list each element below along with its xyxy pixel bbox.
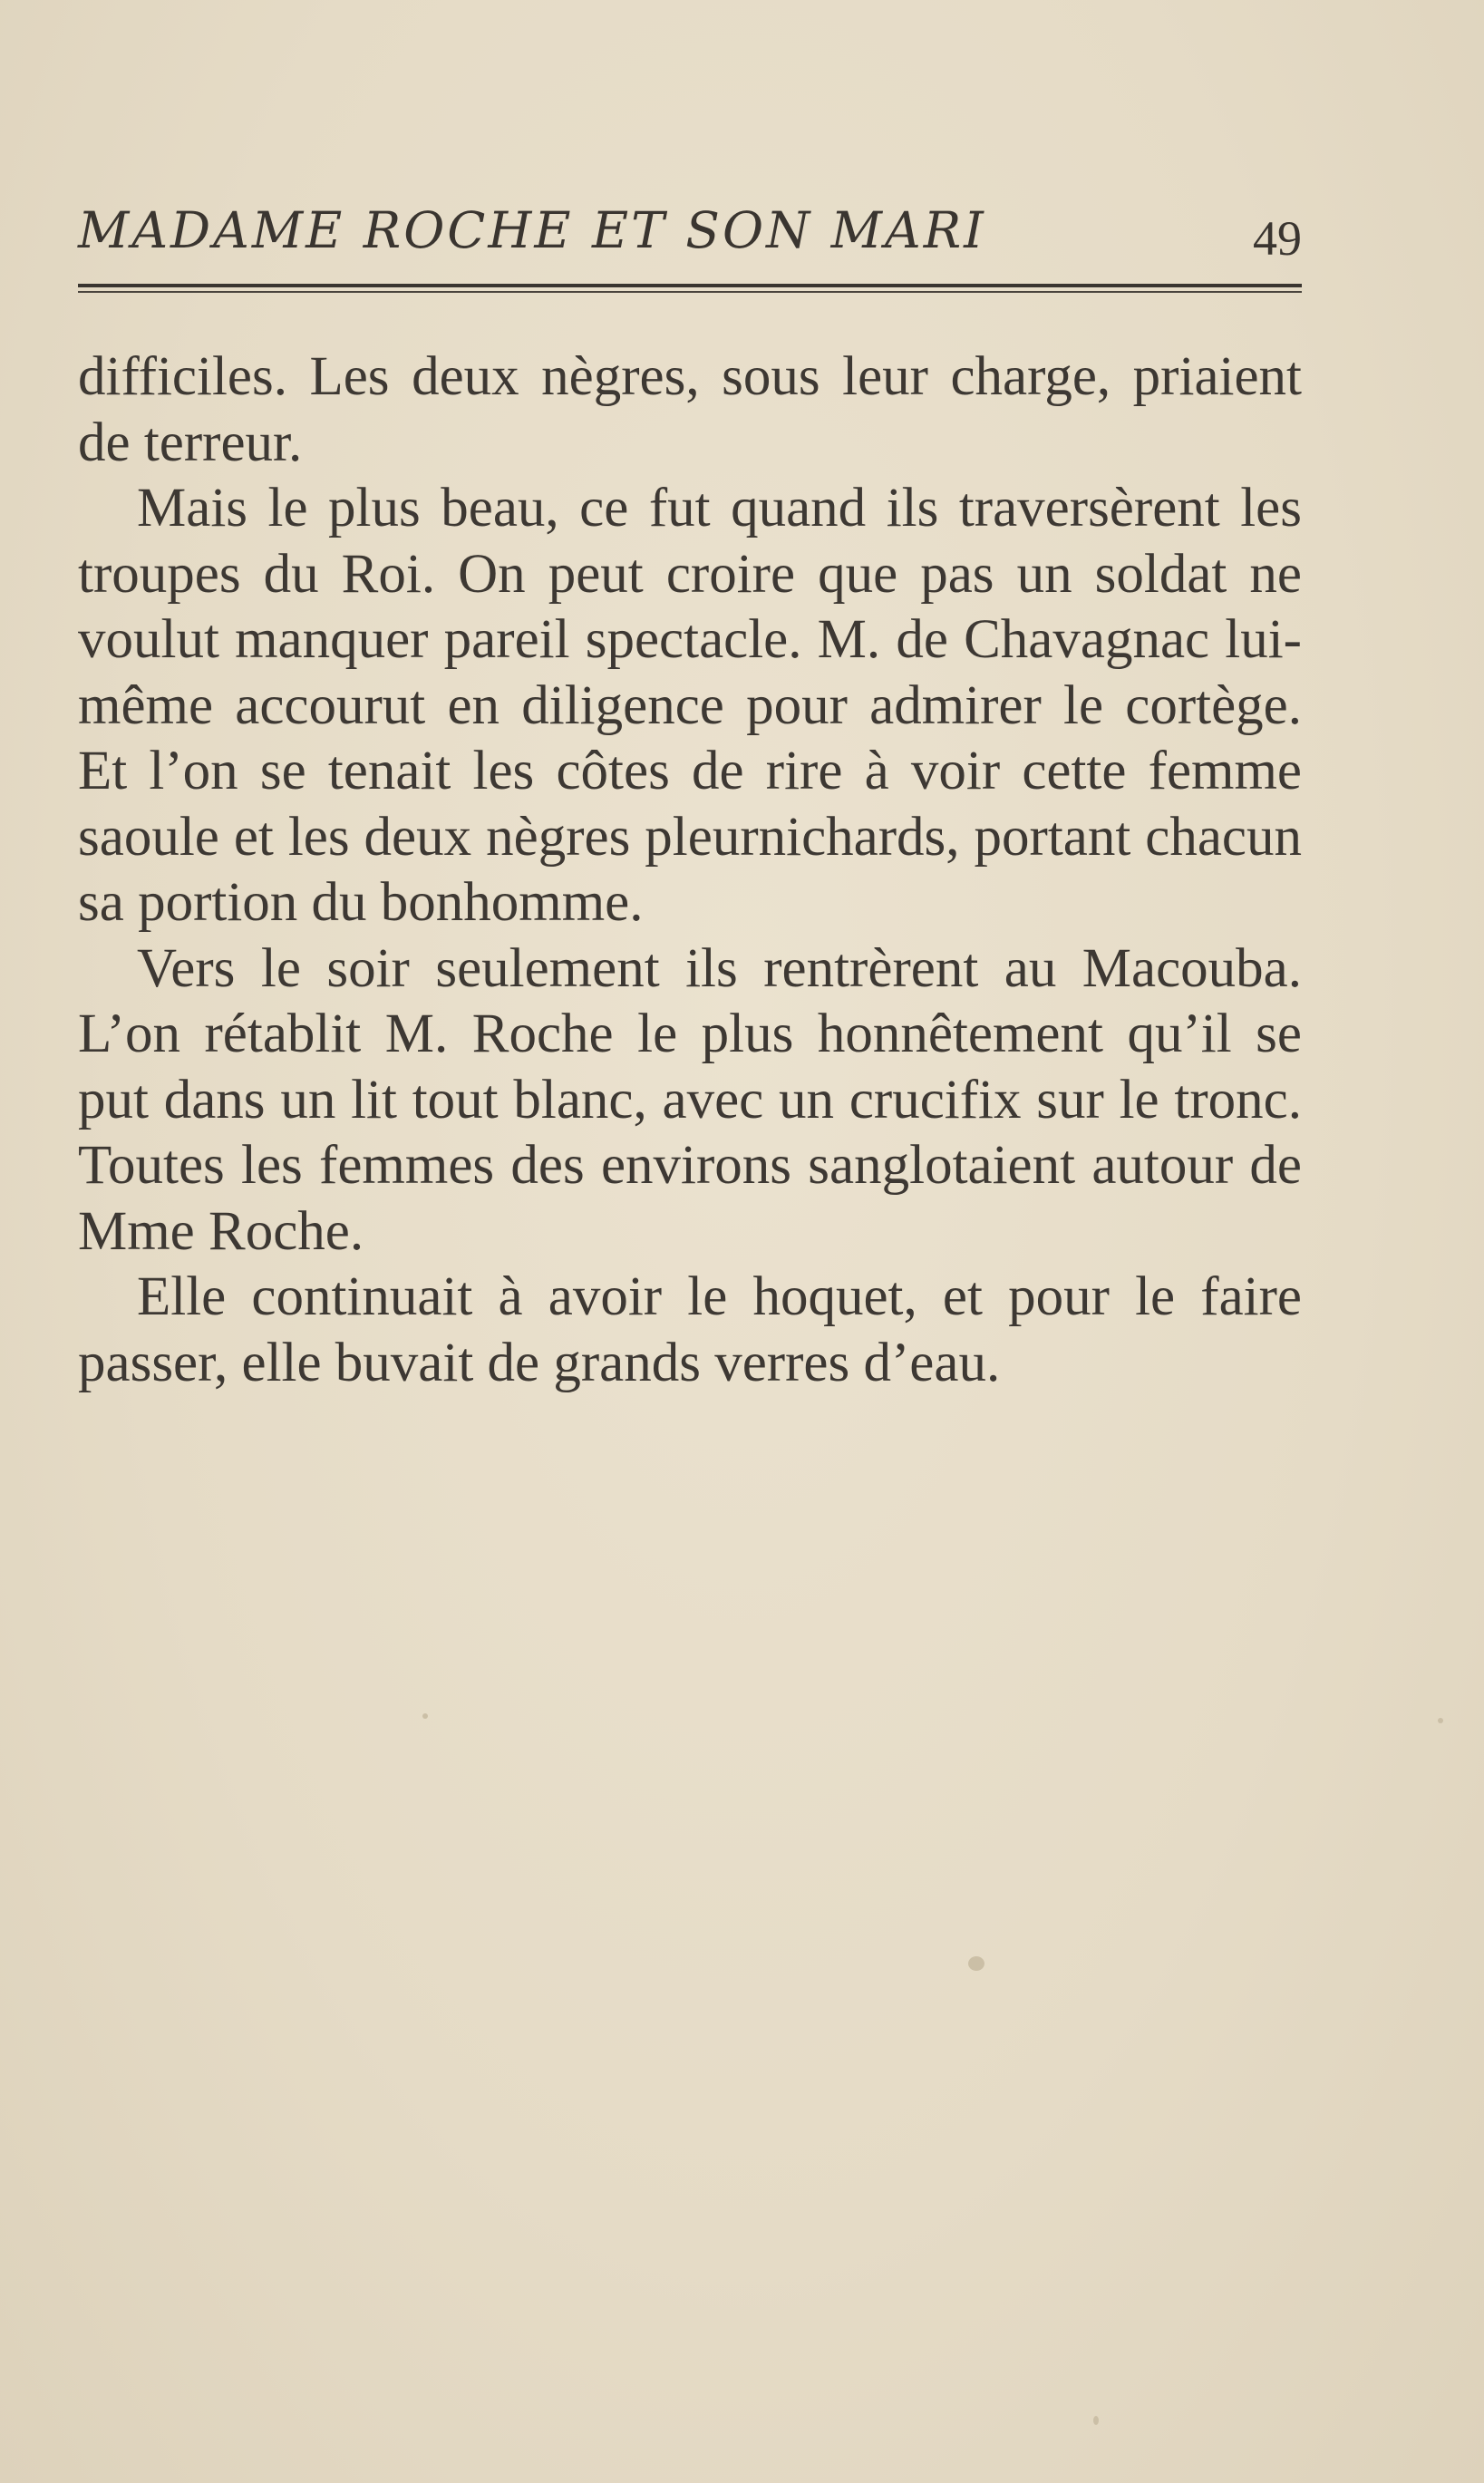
paper-speck xyxy=(422,1713,428,1719)
paper-speck xyxy=(1093,2416,1099,2425)
header-rule-thin xyxy=(78,291,1302,293)
paper-speck xyxy=(1438,1718,1443,1723)
paper-speck xyxy=(968,1956,984,1971)
page-number: 49 xyxy=(1253,211,1302,266)
paragraph: difficiles. Les deux nègres, sous leur charge, priaient de terreur. xyxy=(78,346,1302,473)
running-head xyxy=(78,201,1302,265)
paragraph: Mais le plus beau, ce fut quand ils traversèrent les troupes du Roi. On peut croire que pas un soldat ne voulut manquer pareil spectacle. M. de Chavagnac lui-même accourut en diligence pour admirer le cortège. Et l’on se tenait les côtes de rire à voir cette femme saoule et les deux nègres pleurnichards, portant chacun sa portion du bonhomme. xyxy=(78,478,1302,933)
paragraph: Elle continuait à avoir le hoquet, et pour le faire passer, elle buvait de grands verres d’eau. xyxy=(78,1266,1302,1393)
running-title: MADAME ROCHE ET SON MARI xyxy=(78,201,986,259)
paragraph: Vers le soir seulement ils rentrèrent au Macouba. L’on rétablit M. Roche le plus honnêtement qu’il se put dans un lit tout blanc, avec un crucifix sur le tronc. Toutes les femmes des environs sanglotaient autour de Mme Roche. xyxy=(78,937,1302,1262)
body-text xyxy=(78,344,1302,1396)
header-rule xyxy=(78,284,1302,287)
